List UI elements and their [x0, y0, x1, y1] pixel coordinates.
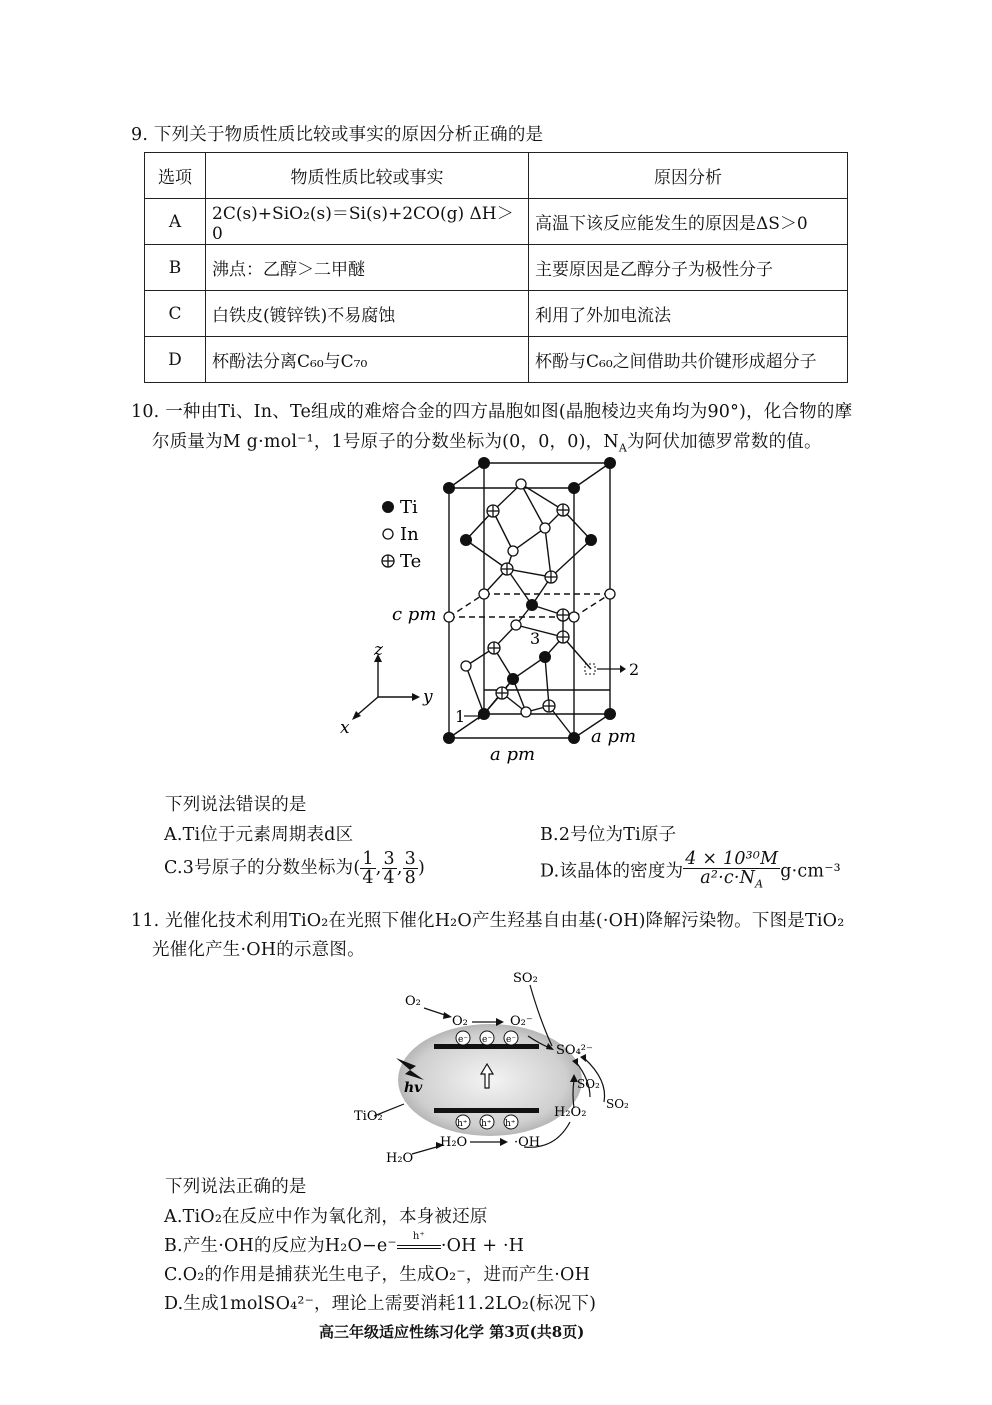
- electron-label: e⁻: [458, 1035, 469, 1045]
- h2o-left-label: H₂O: [386, 1151, 414, 1166]
- so2-inner-label: SO₂: [577, 1077, 600, 1091]
- o2-mid-label: O₂: [452, 1014, 468, 1029]
- row-fact: 白铁皮(镀锌铁)不易腐蚀: [206, 291, 529, 337]
- q10-prompt: 下列说法错误的是: [165, 795, 307, 815]
- header-fact: 物质性质比较或事实: [206, 153, 529, 199]
- hole-label: h⁺: [457, 1119, 468, 1129]
- row-reason: 杯酚与C₆₀之间借助共价键形成超分子: [529, 337, 848, 383]
- q11-stem-line2: 光催化产生·OH的示意图。: [152, 940, 365, 960]
- fraction: [360, 850, 375, 887]
- x-axis-label: x: [340, 718, 350, 738]
- electron-label: e⁻: [482, 1035, 493, 1045]
- position-3-label: 3: [530, 629, 541, 648]
- so2-top-label: SO₂: [513, 971, 538, 986]
- row-reason: 高温下该反应能发生的原因是ΔS＞0: [529, 199, 848, 245]
- a-pm-right-label: a pm: [591, 726, 637, 747]
- q10-option-d-pre: D.该晶体的密度为: [540, 861, 684, 882]
- table-row: [145, 245, 848, 291]
- fraction: [403, 850, 418, 887]
- density-denominator: [683, 869, 780, 894]
- row-reason: 主要原因是乙醇分子为极性分子: [529, 245, 848, 291]
- so2-right-label: SO₂: [606, 1097, 629, 1111]
- q9-stem: 9. 下列关于物质性质比较或事实的原因分析正确的是: [131, 125, 544, 145]
- fraction-denominator: 4: [362, 868, 374, 888]
- position-2-label: 2: [629, 660, 640, 679]
- table-header-row: [145, 153, 848, 199]
- photocatalysis-diagram: [350, 960, 650, 1170]
- q10-stem-line2: [152, 428, 822, 455]
- c-pm-label: c pm: [392, 604, 437, 625]
- hydroxyl-label: ·OH: [514, 1135, 541, 1150]
- q10-option-c-pre: C.3号原子的分数坐标为(: [164, 858, 361, 878]
- fraction-denominator: 4: [383, 868, 395, 888]
- fraction-denominator: 8: [404, 868, 416, 888]
- position-1-label: 1: [455, 707, 466, 726]
- q11-option-b-post: ·OH + ·H: [440, 1236, 525, 1256]
- q11-option-c: C.O₂的作用是捕获光生电子，生成O₂⁻，进而产生·OH: [164, 1265, 591, 1285]
- reaction-arrow-label: h⁺: [412, 1230, 425, 1242]
- page-footer: 高三年级适应性练习化学 第3页(共8页): [319, 1323, 585, 1341]
- reaction-arrow: [397, 1230, 441, 1249]
- hv-label: hv: [404, 1080, 423, 1096]
- density-unit: g·cm⁻³: [780, 861, 841, 882]
- row-reason: 利用了外加电流法: [529, 291, 848, 337]
- table-row: [145, 337, 848, 383]
- row-fact: 杯酚法分离C₆₀与C₇₀: [206, 337, 529, 383]
- hole-label: h⁺: [481, 1119, 492, 1129]
- density-denominator-sub: A: [755, 877, 764, 891]
- q10-stem-sub: A: [618, 441, 627, 455]
- q9-table: [144, 152, 848, 383]
- hole-label: h⁺: [505, 1119, 516, 1129]
- o2-minus-label: O₂⁻: [510, 1014, 533, 1029]
- q11-option-a: A.TiO₂在反应中作为氧化剂，本身被还原: [164, 1207, 488, 1227]
- o2-left-label: O₂: [405, 994, 421, 1009]
- q11-stem-line1: 11. 光催化技术利用TiO₂在光照下催化H₂O产生羟基自由基(·OH)降解污染物。下图是TiO₂: [131, 911, 845, 931]
- q10-option-a: A.Ti位于元素周期表d区: [164, 825, 354, 845]
- h2o2-label: H₂O₂: [554, 1105, 587, 1120]
- density-numerator: 4 × 10³⁰M: [685, 849, 779, 869]
- crystal-cell-diagram: [330, 452, 670, 772]
- legend-te-label: Te: [400, 551, 422, 572]
- table-row: [145, 291, 848, 337]
- q10-option-d: [540, 850, 841, 894]
- h2o-mid-label: H₂O: [440, 1135, 468, 1150]
- fraction-numerator: 1: [362, 849, 374, 869]
- header-option: 选项: [145, 153, 206, 199]
- q11-option-b: [164, 1232, 524, 1257]
- fraction-numerator: 3: [383, 849, 395, 869]
- q10-option-c-post: ): [417, 858, 425, 878]
- density-denominator-text: a²·c·N: [700, 868, 756, 888]
- q10-option-c: C.3号原子的分数坐标为( $\frac{1}{4}$ , $\frac{3}{4}$ , $\frac{3}{8}$ ): [164, 849, 425, 888]
- q11-option-b-pre: B.产生·OH的反应为H₂O−e⁻: [164, 1236, 397, 1256]
- header-reason: 原因分析: [529, 153, 848, 199]
- q11-prompt: 下列说法正确的是: [165, 1177, 307, 1197]
- fraction: [382, 850, 397, 887]
- row-fact: 2C(s)+SiO₂(s)＝Si(s)+2CO(g) ΔH＞0: [206, 199, 529, 245]
- row-option: A: [145, 199, 206, 245]
- z-axis-label: z: [374, 640, 383, 660]
- a-pm-bottom-label: a pm: [490, 744, 536, 765]
- electron-label: e⁻: [506, 1035, 517, 1045]
- row-option: D: [145, 337, 206, 383]
- row-option: C: [145, 291, 206, 337]
- legend-in-label: In: [400, 524, 419, 545]
- row-fact: 沸点：乙醇＞二甲醚: [206, 245, 529, 291]
- q10-option-b: B.2号位为Ti原子: [540, 825, 677, 845]
- fraction-numerator: 3: [404, 849, 416, 869]
- y-axis-label: y: [423, 687, 433, 707]
- q11-option-d: D.生成1molSO₄²⁻，理论上需要消耗11.2LO₂(标况下): [164, 1294, 597, 1314]
- density-fraction: [683, 850, 780, 894]
- legend-ti-label: Ti: [400, 497, 418, 518]
- q10-stem-text: 尔质量为M g·mol⁻¹，1号原子的分数坐标为(0，0，0)，N: [152, 432, 619, 452]
- tio2-label: TiO₂: [354, 1109, 383, 1124]
- so4-label: SO₄²⁻: [556, 1043, 593, 1058]
- q10-stem-line1: 10. 一种由Ti、In、Te组成的难熔合金的四方晶胞如图(晶胞棱边夹角均为90°)，化合物的摩: [131, 402, 853, 422]
- table-row: [145, 199, 848, 245]
- row-option: B: [145, 245, 206, 291]
- q10-stem-tail: 为阿伏加德罗常数的值。: [626, 432, 822, 452]
